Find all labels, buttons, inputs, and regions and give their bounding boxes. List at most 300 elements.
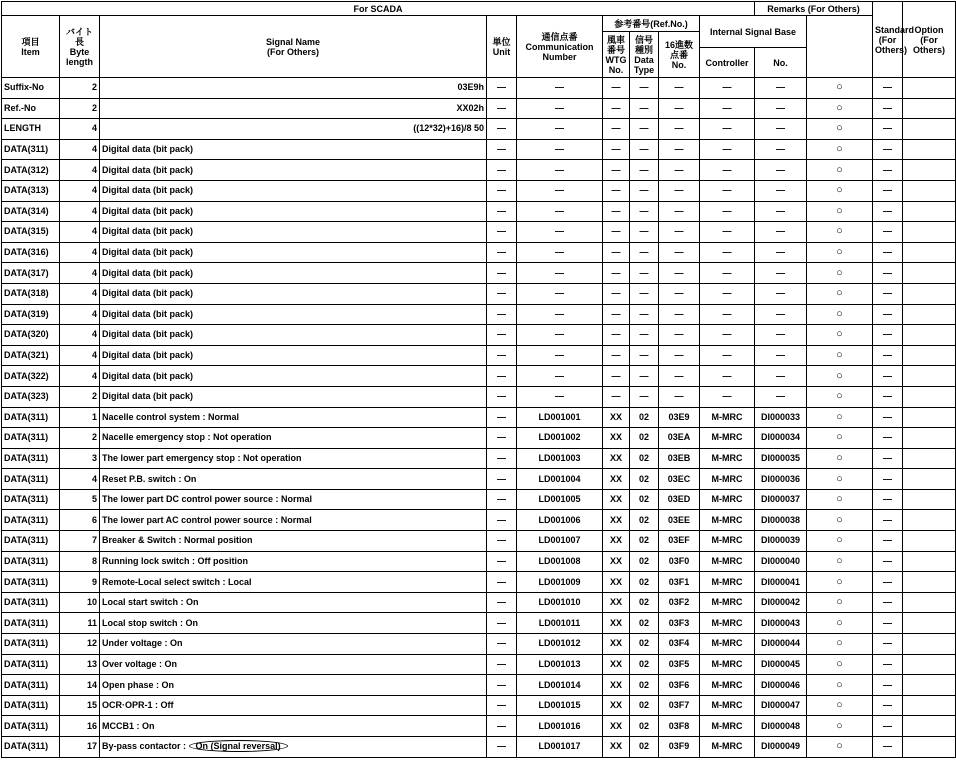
standard-cell: ○ bbox=[807, 407, 873, 428]
standard-cell: ○ bbox=[807, 201, 873, 222]
internal-signal-heading: Internal Signal Base bbox=[700, 16, 807, 48]
table-row bbox=[2, 572, 956, 593]
table-row bbox=[2, 263, 956, 284]
data-type-cell: 02 bbox=[630, 510, 659, 531]
item-cell: DATA(314) bbox=[2, 201, 60, 222]
no-cell: — bbox=[755, 242, 807, 263]
option-blank-cell bbox=[903, 222, 956, 243]
standard-cell: ○ bbox=[807, 345, 873, 366]
byte-cell: 5 bbox=[60, 489, 100, 510]
option-blank-cell bbox=[903, 78, 956, 99]
signal-cell bbox=[100, 489, 487, 510]
byte-cell: 4 bbox=[60, 201, 100, 222]
option-cell: — bbox=[873, 201, 903, 222]
no-cell: DI000046 bbox=[755, 675, 807, 696]
standard-cell: ○ bbox=[807, 737, 873, 758]
option-cell: — bbox=[873, 613, 903, 634]
unit-cell: — bbox=[487, 510, 517, 531]
no-cell: — bbox=[755, 263, 807, 284]
hex-no-cell: — bbox=[659, 98, 700, 119]
item-cell: DATA(311) bbox=[2, 489, 60, 510]
byte-cell: 4 bbox=[60, 304, 100, 325]
signal-text: Running lock switch : Off position bbox=[102, 555, 248, 566]
item-cell: DATA(322) bbox=[2, 366, 60, 387]
signal-text: Under voltage : On bbox=[102, 638, 183, 649]
comm-number-cell: LD001007 bbox=[517, 531, 603, 552]
item-cell: DATA(312) bbox=[2, 160, 60, 181]
table-row bbox=[2, 489, 956, 510]
byte-cell: 1 bbox=[60, 407, 100, 428]
table-row bbox=[2, 592, 956, 613]
option-blank-cell bbox=[903, 592, 956, 613]
comm-number-cell: LD001010 bbox=[517, 592, 603, 613]
table-row bbox=[2, 634, 956, 655]
wtg-cell: — bbox=[603, 78, 630, 99]
byte-cell: 2 bbox=[60, 386, 100, 407]
option-cell: — bbox=[873, 695, 903, 716]
comm-number-cell: — bbox=[517, 201, 603, 222]
signal-hex-value: ((12*32)+16)/8 50 bbox=[413, 123, 484, 134]
controller-cell: M-MRC bbox=[700, 716, 755, 737]
wtg-cell: — bbox=[603, 283, 630, 304]
byte-cell: 9 bbox=[60, 572, 100, 593]
option-cell: — bbox=[873, 139, 903, 160]
unit-cell: — bbox=[487, 201, 517, 222]
table-row bbox=[2, 531, 956, 552]
controller-cell: — bbox=[700, 139, 755, 160]
data-type-cell: 02 bbox=[630, 531, 659, 552]
signal-cell bbox=[100, 737, 487, 758]
ref-no-heading: 参考番号(Ref.No.) bbox=[603, 16, 700, 32]
option-blank-cell bbox=[903, 531, 956, 552]
option-cell: — bbox=[873, 366, 903, 387]
option-cell: — bbox=[873, 386, 903, 407]
no-cell: — bbox=[755, 201, 807, 222]
signal-text: Digital data (bit pack) bbox=[102, 185, 194, 196]
standard-cell: ○ bbox=[807, 428, 873, 449]
no-cell: DI000045 bbox=[755, 654, 807, 675]
controller-cell: — bbox=[700, 263, 755, 284]
hex-no-cell: — bbox=[659, 242, 700, 263]
signal-cell bbox=[100, 263, 487, 284]
wtg-cell: — bbox=[603, 242, 630, 263]
byte-cell: 2 bbox=[60, 428, 100, 449]
controller-cell: M-MRC bbox=[700, 551, 755, 572]
controller-cell: — bbox=[700, 325, 755, 346]
signal-text: Digital data (bit pack) bbox=[102, 391, 194, 402]
wtg-cell: XX bbox=[603, 613, 630, 634]
standard-cell: ○ bbox=[807, 386, 873, 407]
standard-cell: ○ bbox=[807, 531, 873, 552]
wtg-cell: — bbox=[603, 386, 630, 407]
table-row bbox=[2, 180, 956, 201]
signal-text: Local stop switch : On bbox=[102, 617, 199, 628]
comm-number-heading: 通信点番 Communication Number bbox=[517, 16, 603, 78]
table-row bbox=[2, 201, 956, 222]
byte-cell: 12 bbox=[60, 634, 100, 655]
option-blank-cell bbox=[903, 263, 956, 284]
controller-cell: M-MRC bbox=[700, 613, 755, 634]
no-cell: DI000039 bbox=[755, 531, 807, 552]
controller-cell: M-MRC bbox=[700, 695, 755, 716]
wtg-cell: — bbox=[603, 345, 630, 366]
signal-text: OCR·OPR-1 : Off bbox=[102, 700, 174, 711]
standard-cell: ○ bbox=[807, 572, 873, 593]
signal-cell bbox=[100, 386, 487, 407]
byte-cell: 4 bbox=[60, 242, 100, 263]
item-cell: DATA(311) bbox=[2, 428, 60, 449]
table-row bbox=[2, 695, 956, 716]
unit-cell: — bbox=[487, 345, 517, 366]
comm-number-cell: LD001009 bbox=[517, 572, 603, 593]
data-type-cell: 02 bbox=[630, 634, 659, 655]
signal-text: Breaker & Switch : Normal position bbox=[102, 535, 253, 546]
option-blank-cell bbox=[903, 304, 956, 325]
wtg-cell: — bbox=[603, 222, 630, 243]
item-cell: DATA(311) bbox=[2, 675, 60, 696]
data-type-heading: 信号種別 Data Type bbox=[630, 32, 659, 78]
hex-no-cell: — bbox=[659, 160, 700, 181]
data-type-cell: 02 bbox=[630, 654, 659, 675]
signal-cell bbox=[100, 119, 487, 140]
byte-cell: 4 bbox=[60, 345, 100, 366]
controller-cell: — bbox=[700, 304, 755, 325]
hex-no-cell: 03E9 bbox=[659, 407, 700, 428]
option-blank-cell bbox=[903, 428, 956, 449]
standard-cell: ○ bbox=[807, 469, 873, 490]
comm-number-cell: LD001003 bbox=[517, 448, 603, 469]
wtg-cell: — bbox=[603, 325, 630, 346]
no-cell: DI000041 bbox=[755, 572, 807, 593]
no-cell: — bbox=[755, 78, 807, 99]
unit-cell: — bbox=[487, 78, 517, 99]
comm-number-cell: LD001002 bbox=[517, 428, 603, 449]
byte-cell: 14 bbox=[60, 675, 100, 696]
standard-cell: ○ bbox=[807, 510, 873, 531]
byte-cell: 4 bbox=[60, 325, 100, 346]
no-cell: — bbox=[755, 98, 807, 119]
unit-cell: — bbox=[487, 428, 517, 449]
comm-number-cell: — bbox=[517, 304, 603, 325]
item-cell: DATA(320) bbox=[2, 325, 60, 346]
hex-no-cell: 03F9 bbox=[659, 737, 700, 758]
data-type-cell: — bbox=[630, 78, 659, 99]
controller-cell: M-MRC bbox=[700, 592, 755, 613]
comm-number-cell: — bbox=[517, 222, 603, 243]
no-cell: — bbox=[755, 180, 807, 201]
table-row bbox=[2, 675, 956, 696]
controller-cell: M-MRC bbox=[700, 489, 755, 510]
signal-cell bbox=[100, 510, 487, 531]
item-cell: DATA(311) bbox=[2, 654, 60, 675]
signal-text: Over voltage : On bbox=[102, 658, 178, 669]
data-type-cell: 02 bbox=[630, 489, 659, 510]
table-body bbox=[2, 78, 956, 758]
option-cell: — bbox=[873, 551, 903, 572]
item-cell: DATA(321) bbox=[2, 345, 60, 366]
item-cell: DATA(316) bbox=[2, 242, 60, 263]
unit-cell: — bbox=[487, 242, 517, 263]
no-cell: — bbox=[755, 222, 807, 243]
controller-cell: — bbox=[700, 98, 755, 119]
item-cell: DATA(319) bbox=[2, 304, 60, 325]
option-blank-cell bbox=[903, 139, 956, 160]
hex-no-cell: 03ED bbox=[659, 489, 700, 510]
comm-number-cell: — bbox=[517, 283, 603, 304]
no-cell: — bbox=[755, 325, 807, 346]
no-cell: DI000040 bbox=[755, 551, 807, 572]
hex-no-cell: 03EE bbox=[659, 510, 700, 531]
comm-number-cell: LD001005 bbox=[517, 489, 603, 510]
no-cell: — bbox=[755, 366, 807, 387]
wtg-cell: XX bbox=[603, 654, 630, 675]
wtg-cell: XX bbox=[603, 551, 630, 572]
wtg-cell: XX bbox=[603, 407, 630, 428]
no-cell: DI000034 bbox=[755, 428, 807, 449]
table-row bbox=[2, 654, 956, 675]
signal-text: Open phase : On bbox=[102, 679, 175, 690]
no-cell: DI000043 bbox=[755, 613, 807, 634]
hex-no-cell: 03F6 bbox=[659, 675, 700, 696]
signal-text: The lower part AC control power source : Normal bbox=[102, 514, 312, 525]
no-cell: — bbox=[755, 119, 807, 140]
table-row bbox=[2, 407, 956, 428]
controller-cell: — bbox=[700, 78, 755, 99]
controller-cell: M-MRC bbox=[700, 448, 755, 469]
comm-number-cell: LD001014 bbox=[517, 675, 603, 696]
no-cell: DI000033 bbox=[755, 407, 807, 428]
no-cell: DI000042 bbox=[755, 592, 807, 613]
data-type-cell: — bbox=[630, 283, 659, 304]
standard-cell: ○ bbox=[807, 366, 873, 387]
unit-cell: — bbox=[487, 263, 517, 284]
standard-cell: ○ bbox=[807, 98, 873, 119]
comm-number-cell: LD001001 bbox=[517, 407, 603, 428]
option-cell: — bbox=[873, 407, 903, 428]
signal-text: Digital data (bit pack) bbox=[102, 247, 194, 258]
item-heading: 項目 Item bbox=[2, 16, 60, 78]
signal-text: The lower part DC control power source : Normal bbox=[102, 494, 313, 505]
signal-text: Digital data (bit pack) bbox=[102, 267, 194, 278]
byte-cell: 11 bbox=[60, 613, 100, 634]
byte-cell: 4 bbox=[60, 180, 100, 201]
unit-cell: — bbox=[487, 222, 517, 243]
no-cell: DI000049 bbox=[755, 737, 807, 758]
data-type-cell: — bbox=[630, 345, 659, 366]
comm-number-cell: — bbox=[517, 139, 603, 160]
wtg-cell: XX bbox=[603, 716, 630, 737]
option-cell: — bbox=[873, 119, 903, 140]
byte-cell: 4 bbox=[60, 119, 100, 140]
data-type-cell: — bbox=[630, 222, 659, 243]
unit-cell: — bbox=[487, 325, 517, 346]
byte-cell: 7 bbox=[60, 531, 100, 552]
no-cell: DI000044 bbox=[755, 634, 807, 655]
option-cell: — bbox=[873, 78, 903, 99]
byte-cell: 4 bbox=[60, 469, 100, 490]
controller-heading: Controller bbox=[700, 48, 755, 78]
unit-cell: — bbox=[487, 531, 517, 552]
signal-text: Digital data (bit pack) bbox=[102, 164, 194, 175]
hex-no-heading: 16進数点番 No. bbox=[659, 32, 700, 78]
option-blank-cell bbox=[903, 201, 956, 222]
item-cell: DATA(311) bbox=[2, 469, 60, 490]
item-cell: DATA(311) bbox=[2, 531, 60, 552]
hex-no-cell: 03F3 bbox=[659, 613, 700, 634]
data-type-cell: 02 bbox=[630, 428, 659, 449]
item-cell: DATA(318) bbox=[2, 283, 60, 304]
item-cell: DATA(311) bbox=[2, 510, 60, 531]
standard-cell: ○ bbox=[807, 489, 873, 510]
hex-no-cell: — bbox=[659, 366, 700, 387]
signal-cell bbox=[100, 613, 487, 634]
option-blank-cell bbox=[903, 345, 956, 366]
signal-cell bbox=[100, 592, 487, 613]
controller-cell: — bbox=[700, 160, 755, 181]
item-cell: Ref.-No bbox=[2, 98, 60, 119]
no-cell: — bbox=[755, 386, 807, 407]
option-cell: — bbox=[873, 654, 903, 675]
data-type-cell: 02 bbox=[630, 675, 659, 696]
byte-cell: 6 bbox=[60, 510, 100, 531]
unit-cell: — bbox=[487, 613, 517, 634]
byte-cell: 4 bbox=[60, 263, 100, 284]
hex-no-cell: — bbox=[659, 304, 700, 325]
data-type-cell: — bbox=[630, 201, 659, 222]
standard-cell: ○ bbox=[807, 304, 873, 325]
comm-number-cell: — bbox=[517, 263, 603, 284]
option-blank-cell bbox=[903, 613, 956, 634]
hex-no-cell: — bbox=[659, 78, 700, 99]
signal-text: The lower part emergency stop : Not operation bbox=[102, 452, 302, 463]
signal-cell bbox=[100, 572, 487, 593]
data-type-cell: 02 bbox=[630, 716, 659, 737]
wtg-cell: — bbox=[603, 98, 630, 119]
comm-number-cell: — bbox=[517, 78, 603, 99]
standard-heading: Standard (For Others) bbox=[873, 2, 903, 78]
signal-cell bbox=[100, 448, 487, 469]
table-row bbox=[2, 469, 956, 490]
no-cell: DI000038 bbox=[755, 510, 807, 531]
option-cell: — bbox=[873, 448, 903, 469]
byte-cell: 3 bbox=[60, 448, 100, 469]
option-blank-cell bbox=[903, 160, 956, 181]
byte-cell: 16 bbox=[60, 716, 100, 737]
standard-cell: ○ bbox=[807, 263, 873, 284]
comm-number-cell: — bbox=[517, 386, 603, 407]
unit-cell: — bbox=[487, 737, 517, 758]
data-type-cell: 02 bbox=[630, 695, 659, 716]
hex-no-cell: 03F7 bbox=[659, 695, 700, 716]
data-type-cell: 02 bbox=[630, 407, 659, 428]
signal-cell bbox=[100, 469, 487, 490]
controller-cell: M-MRC bbox=[700, 572, 755, 593]
option-cell: — bbox=[873, 675, 903, 696]
table-row bbox=[2, 160, 956, 181]
signal-text: Digital data (bit pack) bbox=[102, 370, 194, 381]
signal-text: Nacelle emergency stop : Not operation bbox=[102, 432, 272, 443]
wtg-cell: — bbox=[603, 160, 630, 181]
table-row bbox=[2, 139, 956, 160]
item-cell: DATA(311) bbox=[2, 572, 60, 593]
wtg-cell: — bbox=[603, 119, 630, 140]
item-cell: DATA(311) bbox=[2, 139, 60, 160]
data-type-cell: — bbox=[630, 139, 659, 160]
unit-cell: — bbox=[487, 551, 517, 572]
option-blank-cell bbox=[903, 469, 956, 490]
standard-cell: ○ bbox=[807, 119, 873, 140]
controller-cell: M-MRC bbox=[700, 654, 755, 675]
wtg-cell: — bbox=[603, 304, 630, 325]
no-cell: DI000037 bbox=[755, 489, 807, 510]
hex-no-cell: — bbox=[659, 325, 700, 346]
comm-number-cell: LD001015 bbox=[517, 695, 603, 716]
unit-cell: — bbox=[487, 654, 517, 675]
signal-text: Digital data (bit pack) bbox=[102, 329, 194, 340]
option-cell: — bbox=[873, 469, 903, 490]
option-blank-cell bbox=[903, 366, 956, 387]
option-cell: — bbox=[873, 345, 903, 366]
signal-hex-value: XX02h bbox=[456, 102, 484, 113]
option-blank-cell bbox=[903, 98, 956, 119]
option-blank-cell bbox=[903, 489, 956, 510]
controller-cell: M-MRC bbox=[700, 531, 755, 552]
byte-cell: 2 bbox=[60, 78, 100, 99]
signal-text: Remote-Local select switch : Local bbox=[102, 576, 252, 587]
standard-cell: ○ bbox=[807, 551, 873, 572]
table-row bbox=[2, 304, 956, 325]
option-blank-cell bbox=[903, 695, 956, 716]
data-type-cell: — bbox=[630, 386, 659, 407]
table-row bbox=[2, 242, 956, 263]
signal-text: Digital data (bit pack) bbox=[102, 308, 194, 319]
option-blank-cell bbox=[903, 325, 956, 346]
hex-no-cell: 03EF bbox=[659, 531, 700, 552]
wtg-cell: XX bbox=[603, 428, 630, 449]
item-cell: DATA(311) bbox=[2, 407, 60, 428]
comm-number-cell: — bbox=[517, 180, 603, 201]
byte-cell: 2 bbox=[60, 98, 100, 119]
standard-cell: ○ bbox=[807, 448, 873, 469]
unit-cell: — bbox=[487, 572, 517, 593]
option-blank-cell bbox=[903, 407, 956, 428]
data-type-cell: — bbox=[630, 160, 659, 181]
unit-cell: — bbox=[487, 366, 517, 387]
byte-cell: 13 bbox=[60, 654, 100, 675]
data-type-cell: — bbox=[630, 304, 659, 325]
comm-number-cell: LD001016 bbox=[517, 716, 603, 737]
standard-cell: ○ bbox=[807, 634, 873, 655]
hex-no-cell: 03F8 bbox=[659, 716, 700, 737]
item-cell: LENGTH bbox=[2, 119, 60, 140]
signal-cell bbox=[100, 654, 487, 675]
table-row bbox=[2, 345, 956, 366]
signal-text: Nacelle control system : Normal bbox=[102, 411, 240, 422]
wtg-cell: XX bbox=[603, 675, 630, 696]
controller-cell: — bbox=[700, 242, 755, 263]
signal-cell bbox=[100, 222, 487, 243]
comm-number-cell: — bbox=[517, 325, 603, 346]
signal-cell bbox=[100, 531, 487, 552]
wtg-cell: XX bbox=[603, 695, 630, 716]
wtg-cell: — bbox=[603, 366, 630, 387]
option-cell: — bbox=[873, 263, 903, 284]
standard-cell: ○ bbox=[807, 325, 873, 346]
signal-text: Reset P.B. switch : On bbox=[102, 473, 197, 484]
unit-cell: — bbox=[487, 448, 517, 469]
option-blank-cell bbox=[903, 634, 956, 655]
remarks-heading: Remarks (For Others) bbox=[755, 2, 873, 16]
